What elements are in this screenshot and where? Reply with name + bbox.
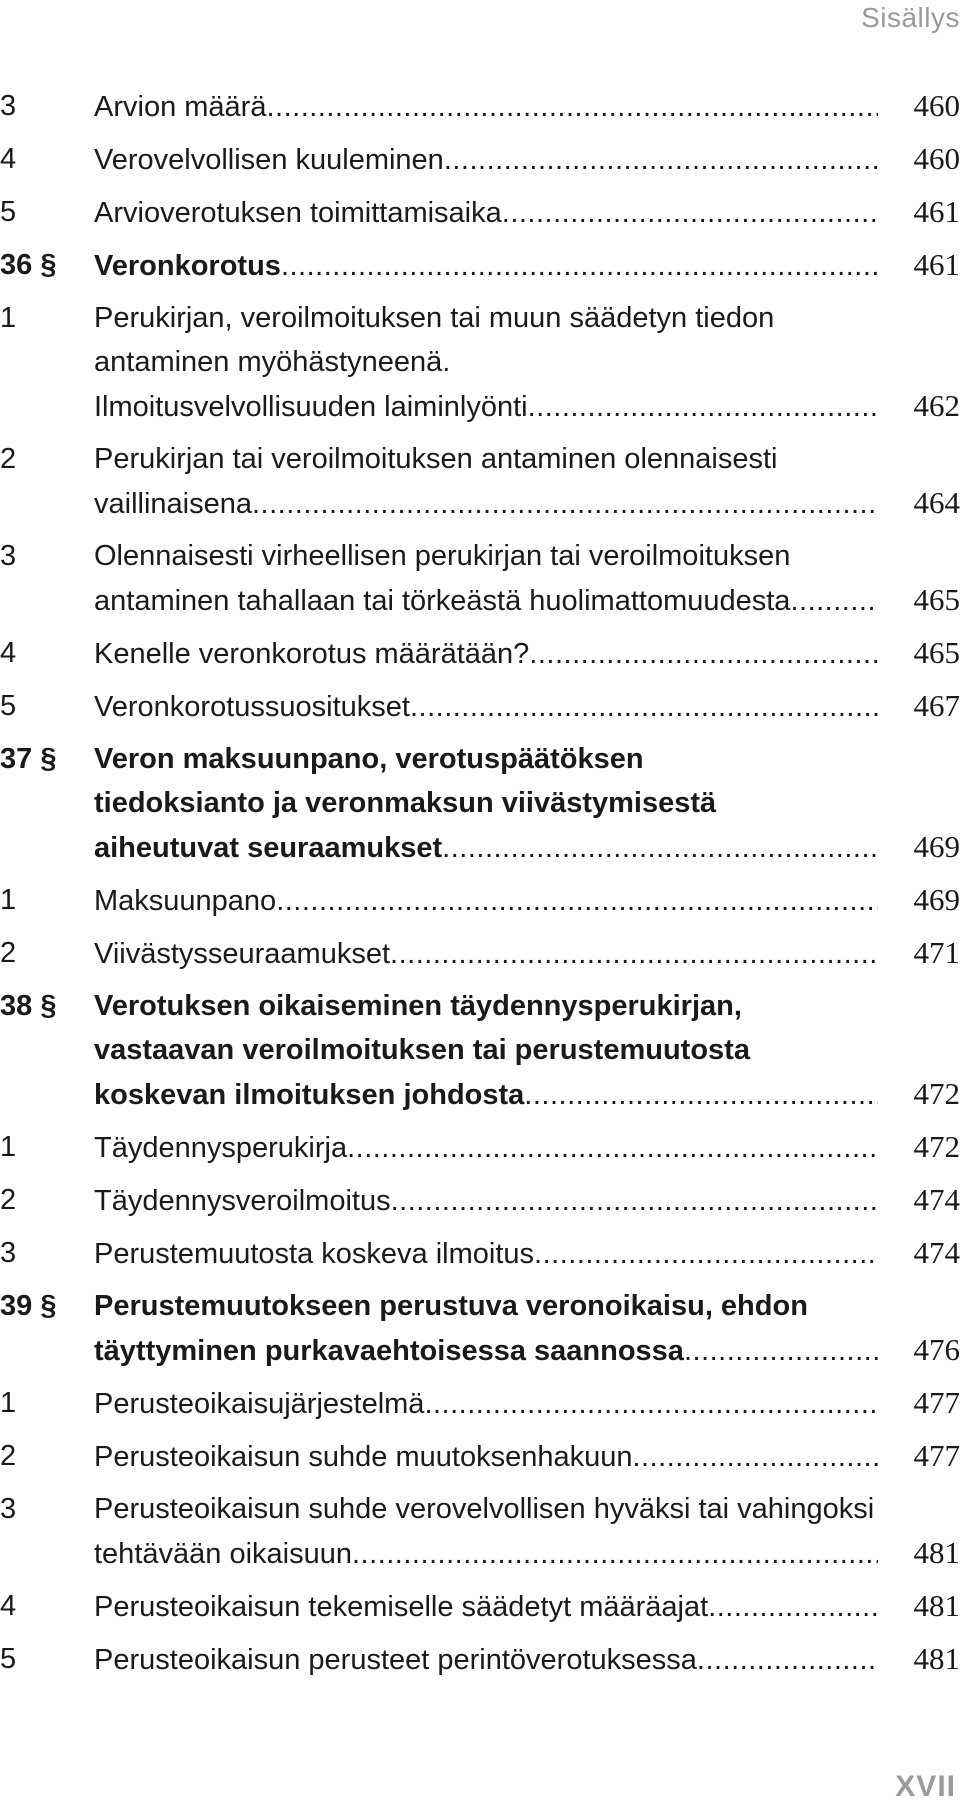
running-header: Sisällys — [861, 2, 960, 33]
toc-entry-title-line: Veron maksuunpano, verotuspäätöksen — [94, 743, 644, 775]
dot-leader — [266, 85, 878, 129]
toc-entry — [0, 878, 960, 923]
dot-leader — [252, 482, 878, 526]
toc-entry-number: 3 — [0, 90, 17, 122]
dot-leader — [684, 1329, 878, 1373]
toc-entry-title — [94, 1637, 960, 1682]
toc-entry-title — [94, 534, 960, 623]
toc-entry — [0, 296, 960, 429]
toc-entry-title-line: täyttyminen purkavaehtoisessa saannossa — [94, 1335, 684, 1367]
dot-leader — [528, 385, 878, 429]
toc-page-number: 467 — [913, 688, 960, 723]
toc-entry-number: 5 — [0, 1643, 17, 1675]
dot-leader — [529, 632, 878, 676]
toc-page-number: 461 — [913, 194, 960, 229]
toc-entry-number: 38 § — [0, 990, 57, 1022]
toc-entry-title — [94, 1284, 960, 1373]
toc-entry-number: 4 — [0, 143, 17, 175]
toc-entry — [0, 1178, 960, 1223]
toc-page-number: 477 — [913, 1438, 960, 1473]
toc-entry-title-line: koskevan ilmoituksen johdosta — [94, 1079, 525, 1111]
toc-entry-title — [94, 1381, 960, 1426]
toc-entry-title-line: Kenelle veronkorotus määrätään? — [94, 638, 530, 670]
toc-section-entry — [0, 737, 960, 870]
page-number: XVII — [895, 1770, 956, 1803]
dot-leader — [790, 579, 878, 623]
toc-entry-title — [94, 684, 960, 729]
toc-page-number: 462 — [913, 388, 960, 423]
toc-entry-title-line: Verovelvollisen kuuleminen — [94, 144, 444, 176]
toc-entry-title — [94, 631, 960, 676]
toc-entry-title — [94, 1584, 960, 1629]
toc-entry-number: 3 — [0, 540, 17, 572]
toc-page-number: 460 — [913, 88, 960, 123]
toc-entry — [0, 1434, 960, 1479]
dot-leader — [410, 685, 878, 729]
toc-entry-number: 2 — [0, 443, 17, 475]
toc-entry-title — [94, 931, 960, 976]
toc-entry-title — [94, 84, 960, 129]
toc-entry — [0, 1231, 960, 1276]
dot-leader — [276, 879, 878, 923]
toc-entry-title — [94, 1178, 960, 1223]
toc-entry-number: 4 — [0, 1590, 17, 1622]
toc-page-number: 481 — [913, 1588, 960, 1623]
toc-page-number: 471 — [913, 935, 960, 970]
toc-entry-title-line: tehtävään oikaisuun — [94, 1538, 352, 1570]
toc-entry-number: 36 § — [0, 249, 57, 281]
toc-entry-title-line: Perusteoikaisun tekemiselle säädetyt määräajat — [94, 1591, 709, 1623]
toc-page-number: 472 — [913, 1076, 960, 1111]
toc-entry-title — [94, 437, 960, 526]
toc-page-number: 474 — [913, 1182, 960, 1217]
toc-entry-title-line: vastaavan veroilmoituksen tai perustemuutosta — [94, 1034, 750, 1066]
toc-entry-title-line: antaminen tahallaan tai törkeästä huolimattomuudesta — [94, 585, 791, 617]
toc-entry-number: 39 § — [0, 1290, 57, 1322]
dot-leader — [534, 1232, 878, 1276]
toc-entry-number: 4 — [0, 637, 17, 669]
dot-leader — [632, 1435, 878, 1479]
toc-entry — [0, 137, 960, 182]
toc-section-entry — [0, 1284, 960, 1373]
toc-entry — [0, 190, 960, 235]
toc-entry-number: 2 — [0, 1184, 17, 1216]
toc-entry-title — [94, 1125, 960, 1170]
toc-entry-title-line: Täydennysveroilmoitus — [94, 1185, 391, 1217]
toc-entry-title-line: Maksuunpano — [94, 885, 277, 917]
toc-entry-title-line: Arvioverotuksen toimittamisaika — [94, 197, 502, 229]
dot-leader — [424, 1382, 878, 1426]
toc-page-number: 464 — [913, 485, 960, 520]
table-of-contents — [0, 84, 960, 1690]
toc-entry-title-line: aiheutuvat seuraamukset — [94, 832, 443, 864]
toc-entry-number: 3 — [0, 1493, 17, 1525]
toc-page-number: 465 — [913, 635, 960, 670]
toc-entry-title — [94, 1487, 960, 1576]
toc-entry-number: 3 — [0, 1237, 17, 1269]
toc-entry-title-line: Olennaisesti virheellisen perukirjan tai veroilmoituksen — [94, 540, 791, 572]
toc-entry — [0, 437, 960, 526]
dot-leader — [390, 932, 878, 976]
toc-page-number: 461 — [913, 247, 960, 282]
toc-page-number: 481 — [913, 1535, 960, 1570]
toc-entry-title-line: Perusteoikaisun suhde verovelvollisen hyväksi tai vahingoksi — [94, 1493, 875, 1525]
toc-entry-number: 37 § — [0, 743, 57, 775]
toc-entry-number: 1 — [0, 1387, 17, 1419]
toc-entry-title — [94, 137, 960, 182]
toc-entry-title-line: Viivästysseuraamukset — [94, 938, 391, 970]
toc-page-number: 469 — [913, 882, 960, 917]
toc-entry — [0, 1637, 960, 1682]
toc-entry-title-line: vaillinaisena — [94, 488, 252, 520]
toc-entry-title-line: Perusteoikaisun perusteet perintöverotuksessa — [94, 1644, 697, 1676]
dot-leader — [281, 244, 878, 288]
toc-page-number: 460 — [913, 141, 960, 176]
toc-entry-title-line: Perusteoikaisun suhde muutoksenhakuun — [94, 1441, 633, 1473]
dot-leader — [442, 826, 878, 870]
toc-entry — [0, 1125, 960, 1170]
toc-entry-title-line: Verotuksen oikaiseminen täydennysperukirjan, — [94, 990, 742, 1022]
toc-page-number: 477 — [913, 1385, 960, 1420]
toc-page-number: 469 — [913, 829, 960, 864]
toc-page-number: 474 — [913, 1235, 960, 1270]
toc-entry-title — [94, 296, 960, 429]
toc-entry-title-line: tiedoksianto ja veronmaksun viivästymisestä — [94, 787, 717, 819]
toc-page-number: 481 — [913, 1641, 960, 1676]
toc-entry — [0, 1584, 960, 1629]
toc-entry-title — [94, 737, 960, 870]
toc-entry — [0, 534, 960, 623]
toc-page-number: 465 — [913, 582, 960, 617]
toc-entry-title-line: Perustemuutokseen perustuva veronoikaisu, ehdon — [94, 1290, 808, 1322]
toc-page-number: 472 — [913, 1129, 960, 1164]
toc-entry-title-line: Perustemuutosta koskeva ilmoitus — [94, 1238, 535, 1270]
dot-leader — [697, 1638, 878, 1682]
toc-section-entry — [0, 243, 960, 288]
toc-entry-title — [94, 1434, 960, 1479]
toc-entry-title-line: antaminen myöhästyneenä. — [94, 346, 451, 378]
toc-entry-number: 5 — [0, 196, 17, 228]
toc-entry-number: 2 — [0, 1440, 17, 1472]
dot-leader — [502, 191, 878, 235]
toc-entry-title-line: Perukirjan tai veroilmoituksen antaminen olennaisesti — [94, 443, 778, 475]
dot-leader — [391, 1179, 878, 1223]
toc-entry-title — [94, 190, 960, 235]
toc-entry-number: 1 — [0, 884, 17, 916]
toc-entry — [0, 1487, 960, 1576]
toc-entry-title — [94, 243, 960, 288]
toc-entry-title — [94, 1231, 960, 1276]
toc-entry — [0, 631, 960, 676]
toc-entry — [0, 84, 960, 129]
toc-entry — [0, 684, 960, 729]
dot-leader — [708, 1585, 878, 1629]
toc-entry — [0, 1381, 960, 1426]
toc-entry-number: 1 — [0, 302, 17, 334]
toc-entry-title — [94, 984, 960, 1117]
dot-leader — [444, 138, 878, 182]
toc-entry-title-line: Arvion määrä — [94, 91, 267, 123]
toc-page-number: 476 — [913, 1332, 960, 1367]
dot-leader — [347, 1126, 878, 1170]
toc-entry-title-line: Veronkorotus — [94, 250, 281, 282]
toc-entry-title-line: Veronkorotussuositukset — [94, 691, 410, 723]
toc-entry-number: 5 — [0, 690, 17, 722]
toc-entry — [0, 931, 960, 976]
toc-entry-title-line: Ilmoitusvelvollisuuden laiminlyönti — [94, 391, 528, 423]
toc-entry-number: 2 — [0, 937, 17, 969]
toc-entry-title — [94, 878, 960, 923]
toc-entry-title-line: Perukirjan, veroilmoituksen tai muun säädetyn tiedon — [94, 302, 775, 334]
dot-leader — [352, 1532, 878, 1576]
toc-section-entry — [0, 984, 960, 1117]
toc-entry-number: 1 — [0, 1131, 17, 1163]
toc-entry-title-line: Täydennysperukirja — [94, 1132, 348, 1164]
dot-leader — [524, 1073, 878, 1117]
toc-entry-title-line: Perusteoikaisujärjestelmä — [94, 1388, 425, 1420]
